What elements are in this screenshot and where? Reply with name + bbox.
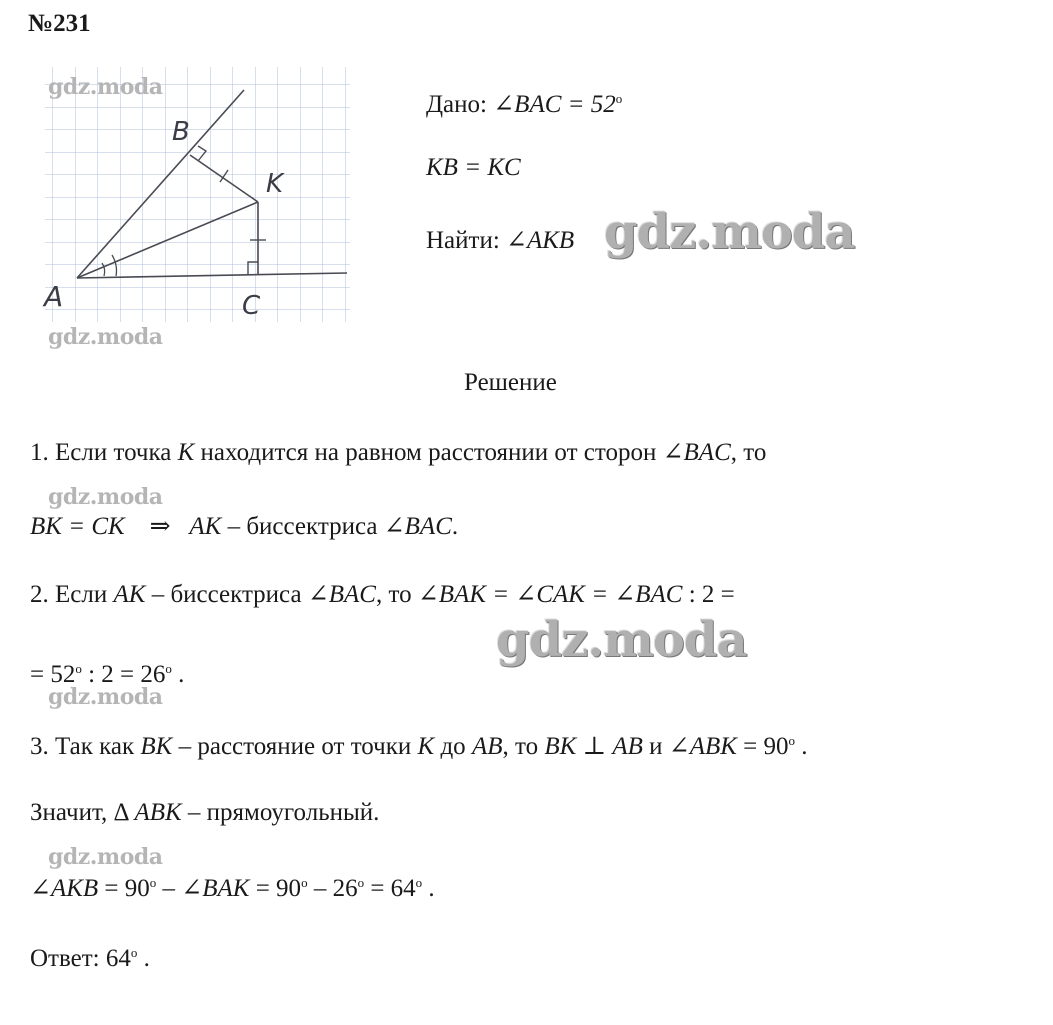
calc-e: = 90 (249, 875, 302, 902)
s3l1e: до (434, 733, 472, 760)
grid-paper (45, 67, 350, 322)
calc-d: ∠BAK (181, 875, 250, 902)
s2l1b: AK (113, 581, 146, 608)
deg-sign: o (301, 875, 308, 890)
watermark-3: gdz.moda (48, 484, 163, 510)
calc-a: ∠AKB (30, 875, 99, 902)
s1l2f: . (451, 513, 459, 540)
s3l1n: . (795, 733, 808, 760)
s1l2a: BK = CK (30, 513, 125, 540)
s1l1b: K (177, 439, 195, 466)
deg-sign: o (75, 661, 82, 676)
s1l2e: ∠BAC (383, 513, 452, 540)
s2l2a: = 52 (30, 661, 76, 688)
step1-line2 (30, 512, 458, 542)
step2-line2 (30, 654, 184, 690)
s3l1f: AB (471, 733, 503, 760)
concl-a: Значит, (30, 799, 114, 826)
answer-a: Ответ: 64 (30, 945, 131, 972)
s3l1d: K (417, 733, 435, 760)
s2l2c: . (171, 661, 185, 688)
find-angle: ∠AKB (506, 227, 575, 254)
watermark-2: gdz.moda (48, 324, 163, 350)
answer-line (30, 938, 150, 974)
s3l1g: , то (502, 733, 545, 760)
calc-h: . (422, 875, 435, 902)
given-equality: KB = KC (426, 154, 521, 181)
s3l1i: ⊥ (576, 733, 613, 760)
geometry-figure (30, 62, 360, 332)
deg-sign: o (130, 945, 138, 960)
s2l1g: : 2 = (682, 581, 735, 608)
s2l2b: : 2 = 26 (81, 661, 166, 688)
calc-line (30, 868, 435, 904)
s1l2c: AK (189, 513, 222, 540)
concl-d: – прямоугольный. (181, 799, 380, 826)
watermark-5: gdz.moda (48, 844, 163, 870)
s2l1c: – биссектриса (145, 581, 308, 608)
s1l1a: 1. Если точка (30, 439, 178, 466)
s3l1h: BK (544, 733, 577, 760)
s1l2b: ⇒ (149, 513, 171, 540)
deg-sign: o (788, 733, 796, 748)
given-angle-line (426, 84, 622, 120)
s2l1d: ∠BAC (307, 581, 376, 608)
s2l1f: ∠BAK = ∠CAK = ∠BAC (417, 581, 683, 608)
s1l2d: – биссектриса (221, 513, 384, 540)
watermark-1: gdz.moda (48, 74, 163, 100)
conclusion-line (30, 798, 379, 828)
deg-sign: o (165, 661, 172, 676)
s3l1l: ∠ABK (668, 733, 737, 760)
solution-heading: Решение (464, 369, 557, 396)
step1-line1 (30, 438, 766, 468)
given-angle: ∠BAC = 52 (493, 91, 616, 118)
s3l1k: и (642, 733, 669, 760)
s2l1a: 2. Если (30, 581, 114, 608)
s3l1a: 3. Так как (30, 733, 141, 760)
problem-number: №231 (28, 10, 91, 37)
deg-sign: o (149, 875, 157, 890)
step3-line1 (30, 726, 808, 762)
find-line (426, 226, 574, 256)
concl-c: ABK (134, 799, 182, 826)
s2l1e: , то (375, 581, 418, 608)
watermark-4: gdz.moda (48, 684, 163, 710)
calc-b: = 90 (98, 875, 150, 902)
calc-g: = 64 (364, 875, 416, 902)
deg-sign: o (615, 91, 623, 106)
calc-f: – 26 (307, 875, 358, 902)
s3l1c: – расстояние от точки (172, 733, 418, 760)
s1l1c: находится на равном расстоянии от сторон (194, 439, 663, 466)
s3l1m: = 90 (736, 733, 789, 760)
step2-line1 (30, 580, 735, 610)
label-b: B (172, 117, 190, 147)
calc-c: – (156, 875, 182, 902)
find-label: Найти: (426, 227, 500, 254)
answer-b: . (137, 945, 150, 972)
s1l1e: , то (730, 439, 767, 466)
s1l1d: ∠BAC (662, 439, 731, 466)
watermark-big-2: gdz.moda (496, 612, 747, 668)
s3l1j: AB (612, 733, 643, 760)
given-label: Дано: (426, 91, 487, 118)
concl-b: Δ (113, 799, 135, 826)
s3l1b: BK (140, 733, 173, 760)
deg-sign: o (357, 875, 365, 890)
deg-sign: o (415, 875, 423, 890)
label-a: A (44, 280, 64, 313)
label-c: C (242, 291, 261, 321)
watermark-big-1: gdz.moda (604, 204, 855, 260)
label-k: K (266, 169, 284, 199)
